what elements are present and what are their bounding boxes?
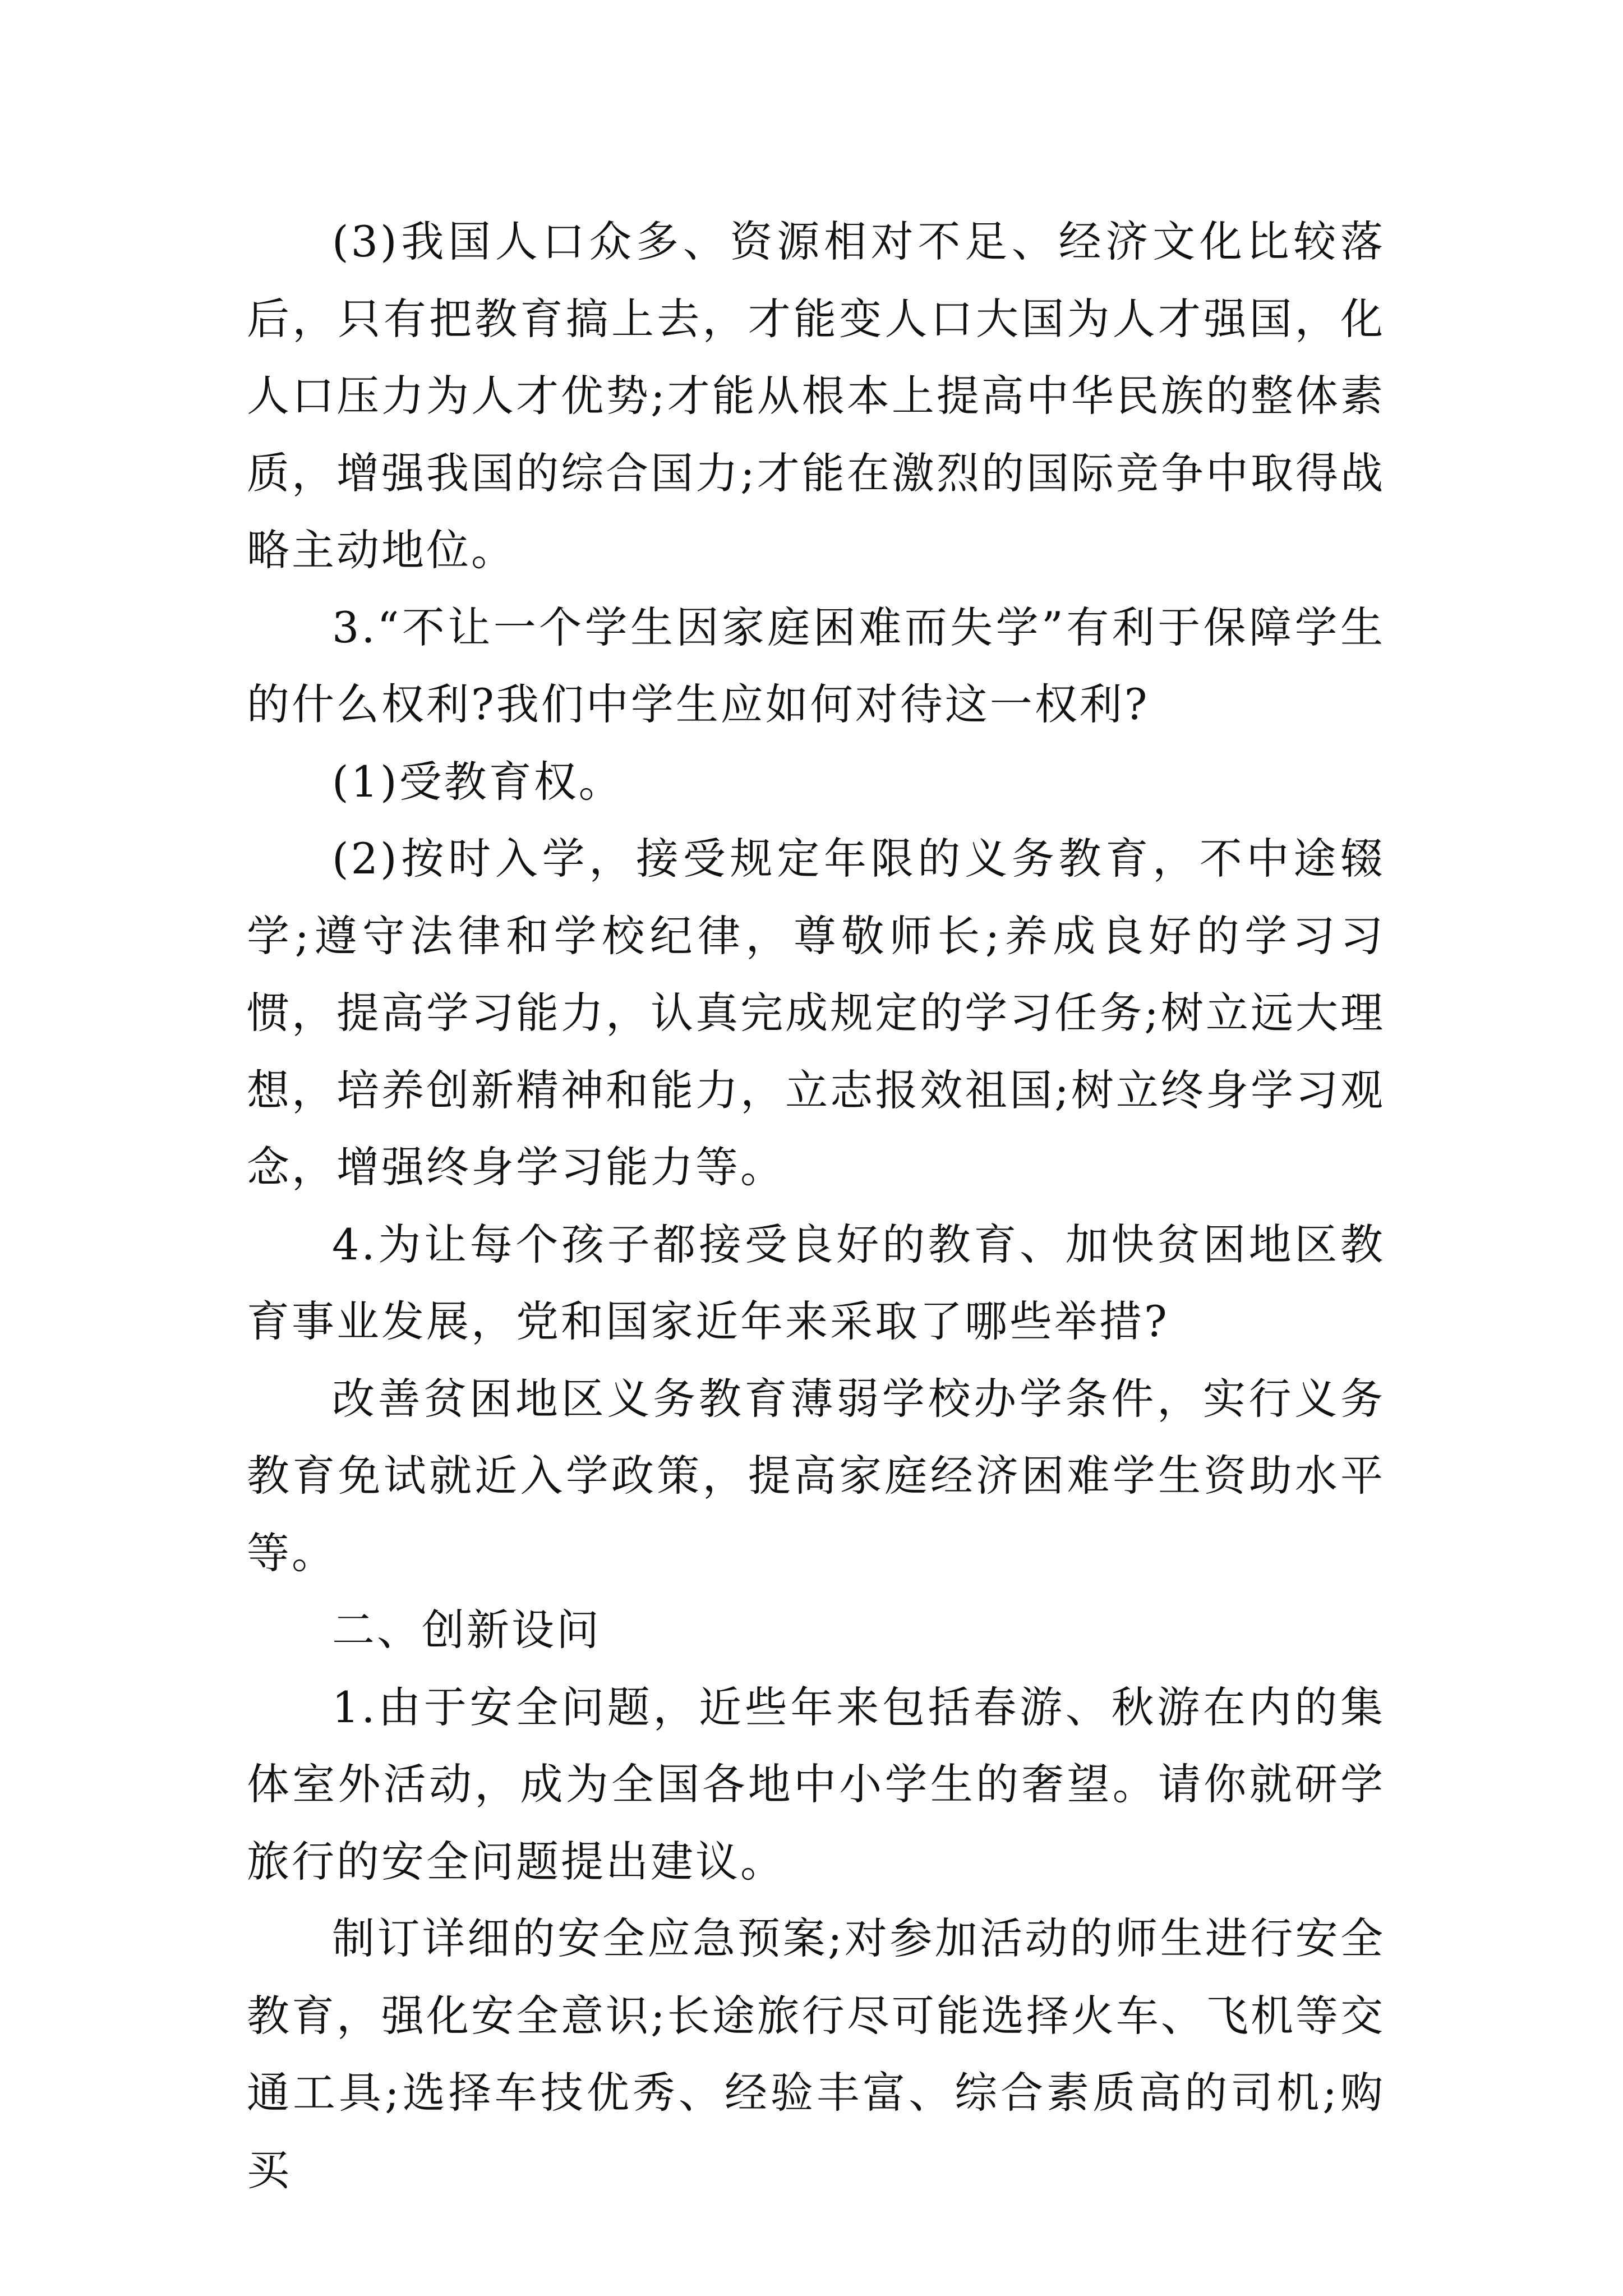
answer-4: 改善贫困地区义务教育薄弱学校办学条件，实行义务教育免试就近入学政策，提高家庭经济困难学生资助水平等。 [247,1373,1385,1578]
question-4: 4.为让每个孩子都接受良好的教育、加快贫困地区教育事业发展，党和国家近年来采取了哪些举措? [247,1219,1385,1346]
paragraph-point-3: (3)我国人口众多、资源相对不足、经济文化比较落后，只有把教育搞上去，才能变人口大国为人才强国，化人口压力为人才优势;才能从根本上提高中华民族的整体素质，增强我国的综合国力;才能在激烈的国际竞争中取得战略主动地位。 [247,217,1385,575]
question-3: 3.“不让一个学生因家庭困难而失学”有利于保障学生的什么权利?我们中学生应如何对待这一权利? [247,602,1385,729]
answer-innovative-1: 制订详细的安全应急预案;对参加活动的师生进行安全教育，强化安全意识;长途旅行尽可能选择火车、飞机等交通工具;选择车技优秀、经验丰富、综合素质高的司机;购买 [247,1913,1385,2195]
section-heading: 二、创新设问 [332,1605,601,1655]
answer-3-2: (2)按时入学，接受规定年限的义务教育，不中途辍学;遵守法律和学校纪律，尊敬师长;养成良好的学习习惯，提高学习能力，认真完成规定的学习任务;树立远大理想，培养创新精神和能力，立志报效祖国;树立终身学习观念，增强终身学习能力等。 [247,834,1385,1192]
document-body [247,203,1385,2208]
answer-3-1: (1)受教育权。 [332,756,624,807]
question-innovative-1: 1.由于安全问题，近些年来包括春游、秋游在内的集体室外活动，成为全国各地中小学生的奢望。请你就研学旅行的安全问题提出建议。 [247,1682,1385,1887]
